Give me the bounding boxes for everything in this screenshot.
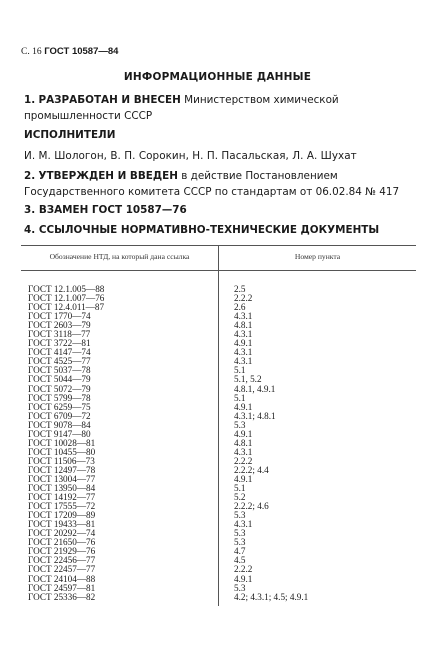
document-cell: ГОСТ 20292—74 [21,529,219,538]
clause-cell: 4.3.1 [234,446,253,457]
section-replaces [24,202,419,218]
clause-cell: 4.9.1 [234,473,253,484]
section-approved [24,168,419,200]
clause-cell: 4.5 [234,555,246,566]
section-number: 3. [24,204,36,216]
document-cell: ГОСТ 17209—89 [21,511,219,520]
document-cell: ГОСТ 24104—88 [21,575,219,584]
section-lead: РАЗРАБОТАН И ВНЕСЕН [38,94,181,106]
document-cell: ГОСТ 11506—73 [21,457,219,466]
document-cell: ГОСТ 14192—77 [21,493,219,502]
clause-cell: 5.3 [234,419,246,430]
table-row [21,271,416,295]
standard-number: ГОСТ 10587—84 [44,46,119,57]
document-cell: ГОСТ 25336—82 [21,593,219,606]
document-cell: ГОСТ 13004—77 [21,475,219,484]
section-text: ВЗАМЕН ГОСТ 10587—76 [38,204,187,216]
document-cell: ГОСТ 3722—81 [21,339,219,348]
clause-cell: 5.2 [234,492,246,503]
document-cell: ГОСТ 12.1.007—76 [21,294,219,303]
section-number: 2. [24,170,36,182]
clause-cell: 5.3 [234,510,246,521]
clause-cell: 2.2.2; 4.6 [234,501,269,512]
document-cell: ГОСТ 5072—79 [21,385,219,394]
clause-cell: 5.1, 5.2 [234,374,262,385]
clause-cell: 5.3 [234,528,246,539]
document-cell: ГОСТ 21929—76 [21,547,219,556]
document-cell: ГОСТ 24597—81 [21,584,219,593]
section-references [24,222,419,238]
clause-cell: 2.6 [234,302,246,313]
section-text: в действие Постановлением Государственного комитета СССР по стандартам от 06.02.84 № 417 [24,170,400,198]
section-lead: УТВЕРЖДЕН И ВВЕДЕН [38,170,178,182]
clause-cell: 4.8.1 [234,320,253,331]
document-cell: ГОСТ 12.1.005—88 [21,271,219,295]
section-text: Министерством химической промышленности СССР [24,94,339,122]
clause-cell: 5.1 [234,483,246,494]
document-cell: ГОСТ 22457—77 [21,565,219,574]
clause-cell: 2.2.2; 4.4 [234,464,269,475]
document-cell: ГОСТ 9078—84 [21,421,219,430]
document-cell: ГОСТ 21650—76 [21,538,219,547]
document-cell: ГОСТ 5044—79 [21,375,219,384]
document-cell: ГОСТ 19433—81 [21,520,219,529]
executors-list: И. М. Шологон, В. П. Сорокин, Н. П. Пасальская, Л. А. Шухат [24,150,357,162]
column-header-clause: Номер пункта [219,246,417,271]
document-cell: ГОСТ 22456—77 [21,556,219,565]
page-number: С. 16 [21,47,42,57]
clause-cell: 4.8.1 [234,437,253,448]
section-number: 1. [24,94,36,106]
column-header-document: Обозначение НТД, на который дана ссылка [21,246,219,271]
clause-cell: 2.5 [234,284,246,294]
page-header [21,46,118,57]
clause-cell: 4.2; 4.3.1; 4.5; 4.9.1 [234,591,309,602]
clause-cell: 2.2.2 [234,564,253,575]
document-cell: ГОСТ 13950—84 [21,484,219,493]
document-cell: ГОСТ 6259—75 [21,403,219,412]
document-cell: ГОСТ 5799—78 [21,394,219,403]
document-cell: ГОСТ 4525—77 [21,357,219,366]
section-number: 4. [24,224,36,236]
document-cell: ГОСТ 3118—77 [21,330,219,339]
table-row [21,593,416,606]
section-developed [24,92,419,124]
document-cell: ГОСТ 9147—80 [21,430,219,439]
document-cell: ГОСТ 10455—80 [21,448,219,457]
document-title: ИНФОРМАЦИОННЫЕ ДАННЫЕ [123,71,312,83]
clause-cell: 5.1 [234,392,246,403]
executors-label: ИСПОЛНИТЕЛИ [24,129,116,141]
document-cell: ГОСТ 1770—74 [21,312,219,321]
clause-cell: 4.3.1 [234,311,253,322]
clause-cell: 5.1 [234,365,246,376]
references-table [21,245,416,606]
clause-cell: 4.3.1; 4.8.1 [234,410,276,421]
section-text: ССЫЛОЧНЫЕ НОРМАТИВНО-ТЕХНИЧЕСКИЕ ДОКУМЕНТЫ [38,224,380,236]
clause-cell: 4.3.1 [234,329,253,340]
document-cell: ГОСТ 4147—74 [21,348,219,357]
document-cell: ГОСТ 6709—72 [21,412,219,421]
clause-cell: 4.8.1, 4.9.1 [234,383,276,394]
clause-cell: 4.3.1 [234,347,253,358]
document-cell: ГОСТ 5037—78 [21,366,219,375]
document-cell: ГОСТ 2603—79 [21,321,219,330]
clause-cell: 5.3 [234,582,246,593]
clause-cell: 4.9.1 [234,573,253,584]
clause-cell: 4.9.1 [234,338,253,349]
references-table-wrap [21,245,416,606]
clause-cell: 4.3.1 [234,519,253,530]
clause-cell: 5.3 [234,537,246,548]
clause-cell: 2.2.2 [234,455,253,466]
document-cell: ГОСТ 12497—78 [21,466,219,475]
clause-cell: 4.9.1 [234,401,253,412]
document-cell: ГОСТ 17555—72 [21,502,219,511]
document-cell: ГОСТ 10028—81 [21,439,219,448]
table-body [21,271,416,606]
clause-cell: 4.7 [234,546,246,557]
document-cell: ГОСТ 12.4.011—87 [21,303,219,312]
clause-cell: 4.9.1 [234,428,253,439]
table-header-row [21,246,416,271]
clause-cell: 4.3.1 [234,356,253,367]
clause-cell: 2.2.2 [234,293,253,304]
